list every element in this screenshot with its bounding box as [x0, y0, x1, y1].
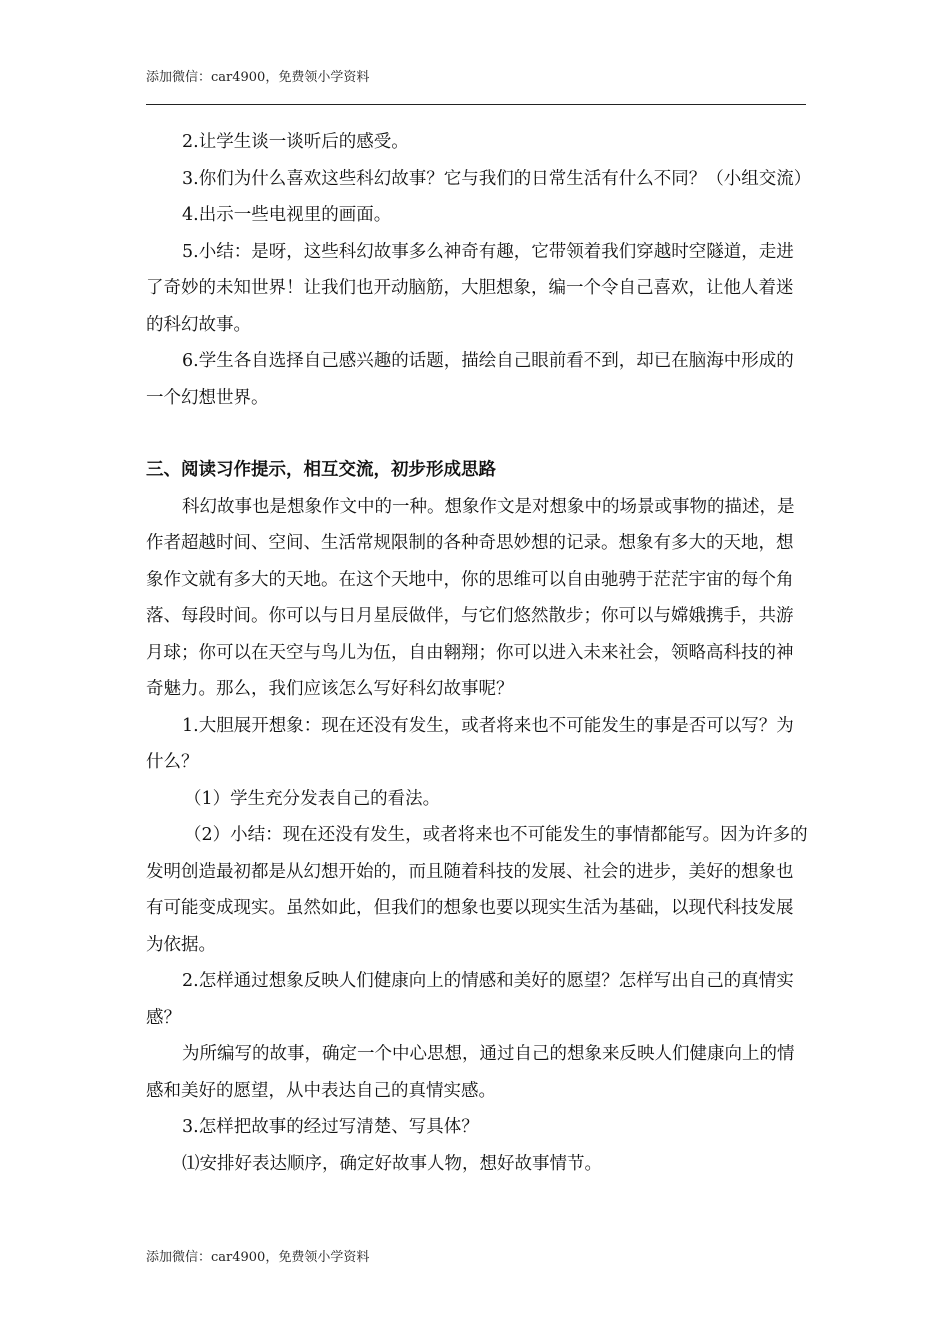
- header-divider: [146, 104, 806, 105]
- section-heading: 三、阅读习作提示，相互交流，初步形成思路: [146, 460, 496, 480]
- header-note: 添加微信：car4900，免费领小学资料: [146, 70, 370, 85]
- paragraph: 3.你们为什么喜欢这些科幻故事？它与我们的日常生活有什么不同？（小组交流）: [182, 168, 812, 189]
- paragraph: 6.学生各自选择自己感兴趣的话题，描绘自己眼前看不到，却已在脑海中形成的一个幻想世界。: [146, 351, 794, 408]
- section-gap: [146, 416, 808, 452]
- paragraph: 科幻故事也是想象作文中的一种。想象作文是对想象中的场景或事物的描述，是作者超越时间、空间、生活常规限制的各种奇思妙想的记录。想象有多大的天地，想象作文就有多大的天地。在这个天地中，你的思维可以自由驰骋于茫茫宇宙的每个角落、每段时间。你可以与日月星辰做伴，与它们悠然散步；你可以与嫦娥携手，共游月球；你可以在天空与鸟儿为伍，自由翱翔；你可以进入未来社会，领略高科技的神奇魅力。那么，我们应该怎么写好科幻故事呢？: [146, 496, 795, 699]
- footer-note: 添加微信：car4900，免费领小学资料: [146, 1250, 370, 1265]
- document-body: [146, 124, 812, 1182]
- paragraph: 5.小结：是呀，这些科幻故事多么神奇有趣，它带领着我们穿越时空隧道，走进了奇妙的未知世界！让我们也开动脑筋，大胆想象，编一个令自己喜欢，让他人着迷的科幻故事。: [146, 241, 794, 335]
- paragraph: （1）学生充分发表自己的看法。: [184, 788, 441, 809]
- paragraph: ⑴安排好表达顺序，确定好故事人物，想好故事情节。: [182, 1153, 602, 1174]
- paragraph: 3.怎样把故事的经过写清楚、写具体？: [182, 1117, 479, 1137]
- paragraph: 1.大胆展开想象：现在还没有发生，或者将来也不可能发生的事是否可以写？为什么？: [146, 715, 794, 772]
- paragraph: 为所编写的故事，确定一个中心思想，通过自己的想象来反映人们健康向上的情感和美好的愿望，从中表达自己的真情实感。: [146, 1044, 795, 1101]
- paragraph: （2）小结：现在还没有发生，或者将来也不可能发生的事情都能写。因为许多的发明创造最初都是从幻想开始的，而且随着科技的发展、社会的进步，美好的想象也有可能变成现实。虽然如此，但我们的想象也要以现实生活为基础，以现代科技发展为依据。: [146, 825, 808, 955]
- paragraph: 2.怎样通过想象反映人们健康向上的情感和美好的愿望？怎样写出自己的真情实感？: [146, 971, 794, 1028]
- paragraph: 4.出示一些电视里的画面。: [182, 205, 392, 225]
- paragraph: 2.让学生谈一谈听后的感受。: [182, 132, 409, 152]
